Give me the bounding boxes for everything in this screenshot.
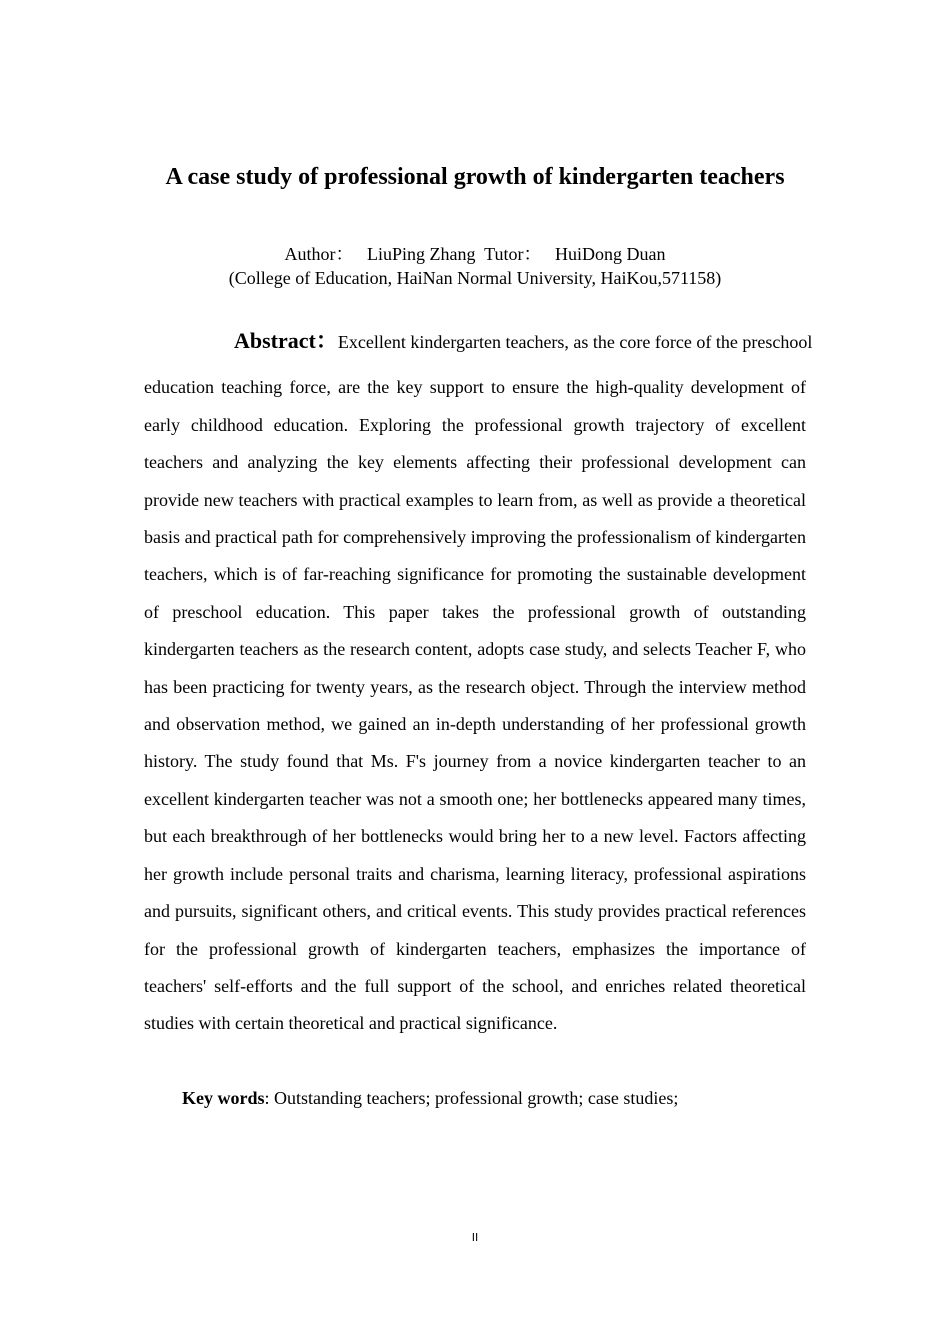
tutor-label: Tutor： [484, 244, 542, 264]
keywords-text: : Outstanding teachers; professional growth; case studies; [264, 1088, 679, 1108]
author-line [0, 242, 950, 266]
abstract-first-line-text: Excellent kindergarten teachers, as the core force of the preschool [337, 332, 813, 352]
paper-title: A case study of professional growth of kindergarten teachers [165, 164, 785, 190]
abstract-label: Abstract： [234, 328, 338, 353]
page-number: II [471, 1231, 479, 1244]
keywords [182, 1085, 806, 1111]
abstract-first-line [189, 322, 812, 361]
abstract-paragraph [144, 322, 813, 1043]
author-name: LiuPing Zhang [366, 244, 476, 264]
keywords-label: Key words [182, 1088, 265, 1108]
abstract-body: education teaching force, are the key support to ensure the high-quality development of early childhood education. Exploring the professional growth trajectory of excellent teachers and analyzing the key elements affecting their professional development can provide new teachers with practical examples to learn from, as well as provide a theoretical basis and practical path for comprehensively improving the professionalism of kindergarten teachers, which is of far-reaching significance for promoting the sustainable development of preschool education. This paper takes the professional growth of outstanding kindergarten teachers as the research content, adopts case study, and selects Teacher F, who has been practicing for twenty years, as the research object. Through the interview method and observation method, we gained an in-depth understanding of her professional growth history. The study found that Ms. F's journey from a novice kindergarten teacher to an excellent kindergarten teacher was not a smooth one; her bottlenecks appeared many times, but each breakthrough of her bottlenecks would bring her to a new level. Factors affecting her growth include personal traits and charisma, learning literacy, professional aspirations and pursuits, significant others, and critical events. This study provides practical references for the professional growth of kindergarten teachers, emphasizes the importance of teachers' self-efforts and the full support of the school, and enriches related theoretical studies with certain theoretical and practical significance. [144, 377, 806, 1034]
affiliation: (College of Education, HaiNan Normal University, HaiKou,571158) [228, 268, 722, 288]
tutor-name: HuiDong Duan [555, 244, 666, 264]
author-label: Author： [284, 244, 354, 264]
